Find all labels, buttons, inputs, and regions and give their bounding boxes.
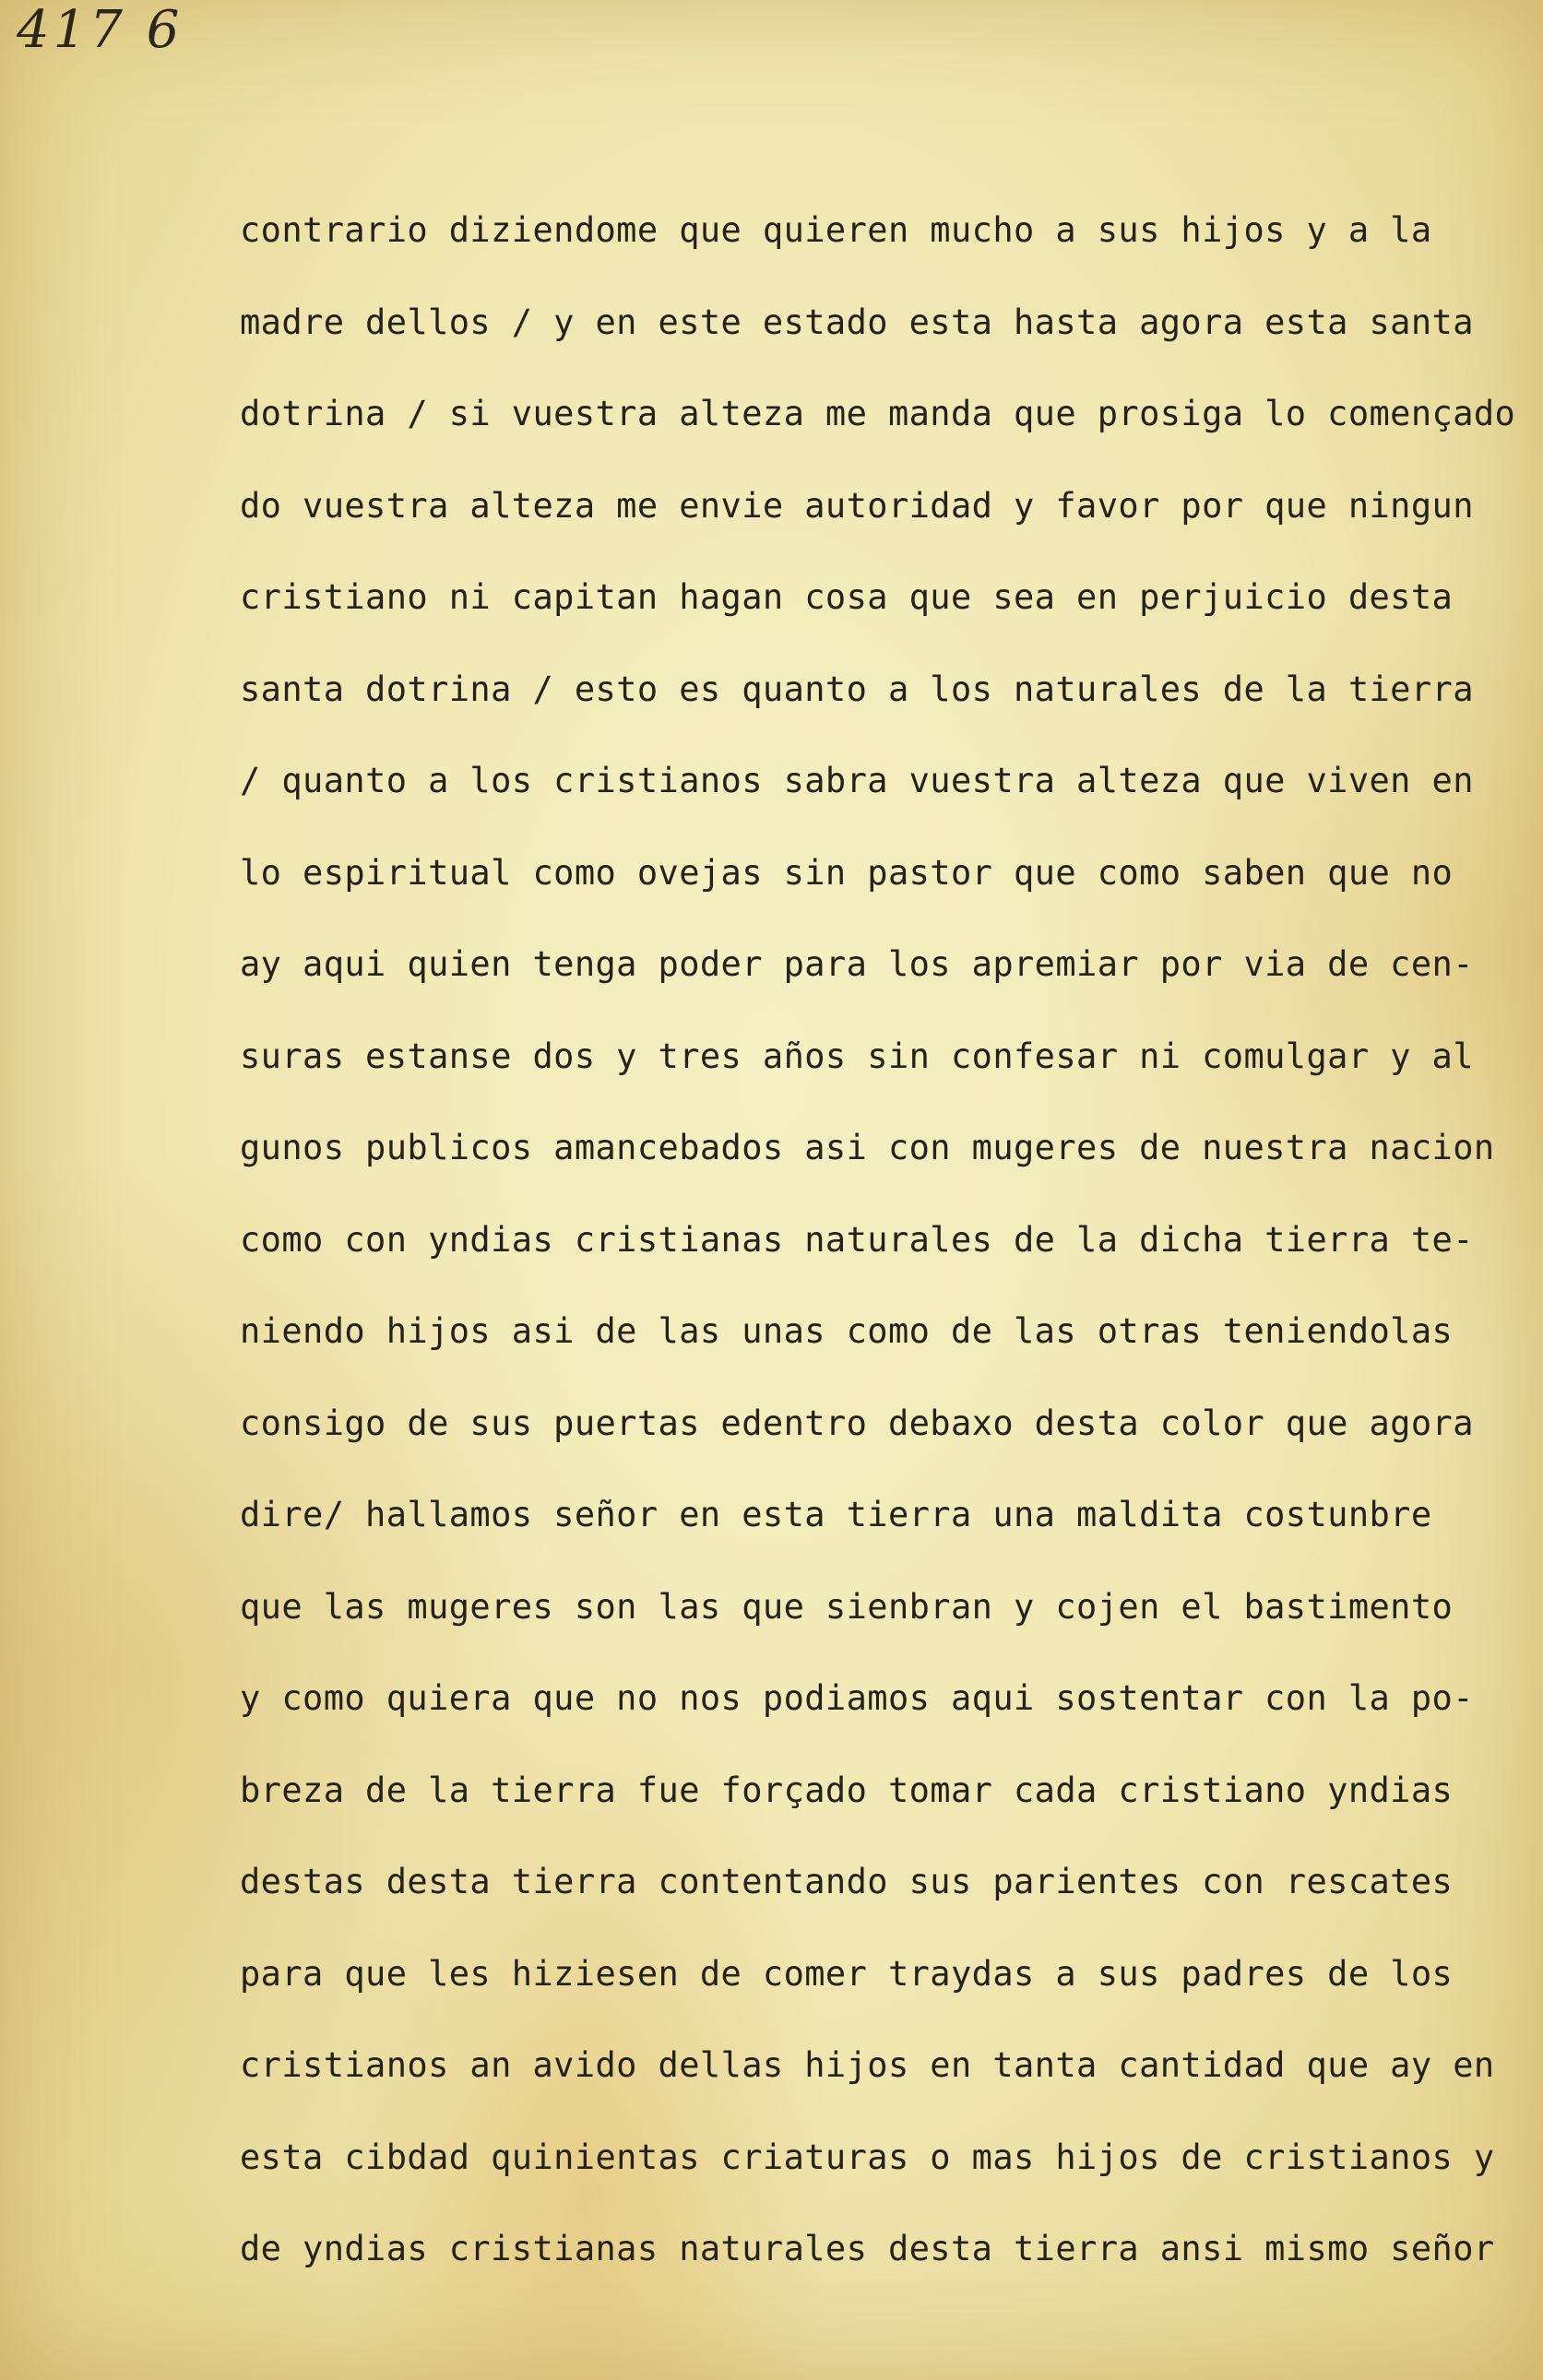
text-line: como con yndias cristianas naturales de la dicha tierra te- <box>240 1219 1474 1260</box>
text-line: de yndias cristianas naturales desta tierra ansi mismo señor <box>240 2229 1495 2268</box>
text-line: y como quiera que no nos podiamos aqui sostentar con la po- <box>240 1678 1474 1718</box>
text-line: contrario diziendome que quieren mucho a sus hijos y a la <box>240 210 1432 250</box>
text-line: para que les hiziesen de comer traydas a sus padres de los <box>240 1953 1454 1994</box>
text-line: dotrina / si vuestra alteza me manda que prosiga lo començado <box>240 394 1516 433</box>
text-line: madre dellos / y en este estado esta hasta agora esta santa <box>240 302 1474 342</box>
text-line: breza de la tierra fue forçado tomar cada cristiano yndias <box>240 1770 1454 1810</box>
text-line: consigo de sus puertas edentro debaxo desta color que agora <box>240 1403 1474 1443</box>
text-line: lo espiritual como ovejas sin pastor que como saben que no <box>240 852 1454 893</box>
text-line: santa dotrina / esto es quanto a los naturales de la tierra <box>240 669 1474 709</box>
text-line: destas desta tierra contentando sus parientes con rescates <box>240 1862 1454 1901</box>
text-line: ay aqui quien tenga poder para los apremiar por via de cen- <box>240 944 1474 984</box>
text-line: dire/ hallamos señor en esta tierra una maldita costunbre <box>240 1495 1432 1534</box>
text-line: gunos publicos amancebados asi con mugeres de nuestra nacion <box>240 1128 1495 1167</box>
text-line: cristianos an avido dellas hijos en tanta cantidad que ay en <box>240 2045 1495 2085</box>
text-line: cristiano ni capitan hagan cosa que sea en perjuicio desta <box>240 577 1454 617</box>
folio-number: 417 6 <box>17 0 184 60</box>
text-line: do vuestra alteza me envie autoridad y favor por que ningun <box>240 485 1474 526</box>
typewritten-text-block <box>240 184 1516 2295</box>
text-line: esta cibdad quinientas criaturas o mas hijos de cristianos y <box>240 2137 1495 2177</box>
text-line: / quanto a los cristianos sabra vuestra alteza que viven en <box>240 761 1474 800</box>
text-line: niendo hijos asi de las unas como de las otras teniendolas <box>240 1311 1454 1351</box>
text-line: que las mugeres son las que sienbran y cojen el bastimento <box>240 1586 1454 1627</box>
text-line: suras estanse dos y tres años sin confesar ni comulgar y al <box>240 1036 1474 1076</box>
